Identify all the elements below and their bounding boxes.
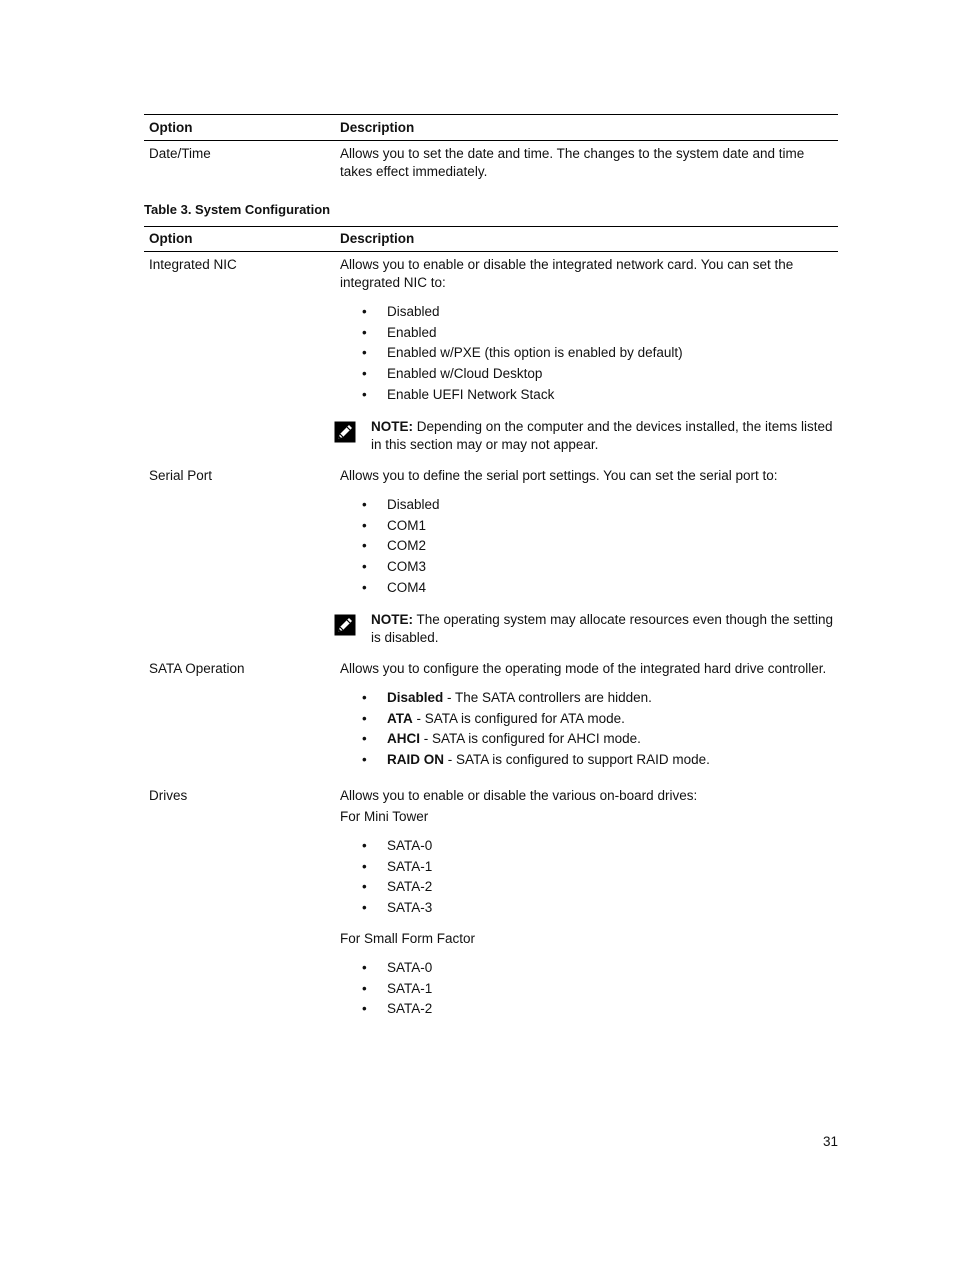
- drives-option: Drives: [149, 788, 188, 803]
- list-item: • Enable UEFI Network Stack: [362, 385, 683, 406]
- list-item: • COM4: [362, 578, 440, 599]
- list-item: • COM1: [362, 516, 440, 537]
- list-item: • SATA-3: [362, 898, 432, 919]
- table1-header-rule: [144, 140, 838, 141]
- datetime-description: Allows you to set the date and time. The changes to the system date and time takes effect immediately.: [340, 146, 805, 179]
- drives-mini-tower-list: [362, 836, 432, 919]
- datetime-option: Date/Time: [149, 146, 211, 161]
- list-item: [362, 729, 710, 750]
- list-item: • Enabled: [362, 323, 683, 344]
- table2-header-description: Description: [340, 231, 415, 246]
- list-item: • Enabled w/Cloud Desktop: [362, 364, 683, 385]
- sata-operation-option: SATA Operation: [149, 661, 245, 676]
- pencil-note-icon: [334, 421, 356, 443]
- serial-port-option: Serial Port: [149, 468, 213, 483]
- note-label: NOTE:: [371, 612, 413, 627]
- drives-sff-label: For Small Form Factor: [340, 931, 476, 946]
- list-item: • SATA-0: [362, 958, 432, 979]
- list-item: • Disabled: [362, 302, 683, 323]
- list-item: [362, 688, 710, 709]
- drives-sff-list: [362, 958, 432, 1020]
- list-item: [362, 750, 710, 771]
- sata-mode-term: AHCI: [387, 731, 420, 747]
- table2-header-rule: [144, 251, 838, 252]
- note-body: The operating system may allocate resources even though the setting is disabled.: [371, 612, 833, 645]
- list-item: • COM3: [362, 557, 440, 578]
- list-item: • Disabled: [362, 495, 440, 516]
- note-text: [371, 418, 833, 453]
- pencil-note-icon: [334, 614, 356, 636]
- sata-mode-text: - SATA is configured for ATA mode.: [412, 710, 625, 726]
- sata-mode-term: Disabled: [387, 690, 444, 705]
- list-item: • SATA-0: [362, 836, 432, 857]
- list-item: • SATA-2: [362, 877, 432, 898]
- list-item: • SATA-2: [362, 999, 432, 1020]
- sata-operation-intro: Allows you to configure the operating mode of the integrated hard drive controller.: [340, 661, 827, 676]
- list-item: • COM2: [362, 536, 440, 557]
- table1-top-rule: [144, 114, 838, 115]
- list-item: • SATA-1: [362, 857, 432, 878]
- drives-intro: Allows you to enable or disable the various on-board drives:: [340, 788, 698, 803]
- table-caption: Table 3. System Configuration: [144, 202, 331, 217]
- note-text: [371, 611, 833, 646]
- serial-port-list: [362, 495, 440, 598]
- note-body: Depending on the computer and the devices installed, the items listed in this section may or may not appear.: [371, 419, 833, 452]
- table2-top-rule: [144, 226, 838, 227]
- serial-port-intro: Allows you to define the serial port settings. You can set the serial port to:: [340, 468, 778, 483]
- table2-header-option: Option: [149, 231, 193, 246]
- integrated-nic-intro: Allows you to enable or disable the integrated network card. You can set the integrated NIC to:: [340, 257, 794, 290]
- list-item: • SATA-1: [362, 979, 432, 1000]
- sata-mode-term: RAID ON: [387, 752, 444, 768]
- note-label: NOTE:: [371, 419, 413, 434]
- drives-mini-tower-label: For Mini Tower: [340, 809, 429, 824]
- sata-mode-text: - SATA is configured to support RAID mode.: [444, 752, 710, 768]
- sata-mode-text: - SATA is configured for AHCI mode.: [420, 731, 641, 747]
- sata-mode-text: - The SATA controllers are hidden.: [443, 690, 652, 705]
- integrated-nic-option: Integrated NIC: [149, 257, 237, 272]
- sata-operation-list: [362, 688, 710, 771]
- list-item: • Enabled w/PXE (this option is enabled by default): [362, 343, 683, 364]
- table1-header-option: Option: [149, 120, 193, 135]
- table1-header-description: Description: [340, 120, 415, 135]
- sata-mode-term: ATA: [387, 710, 413, 726]
- integrated-nic-list: [362, 302, 683, 405]
- list-item: [362, 709, 710, 730]
- page-number: 31: [822, 1134, 838, 1149]
